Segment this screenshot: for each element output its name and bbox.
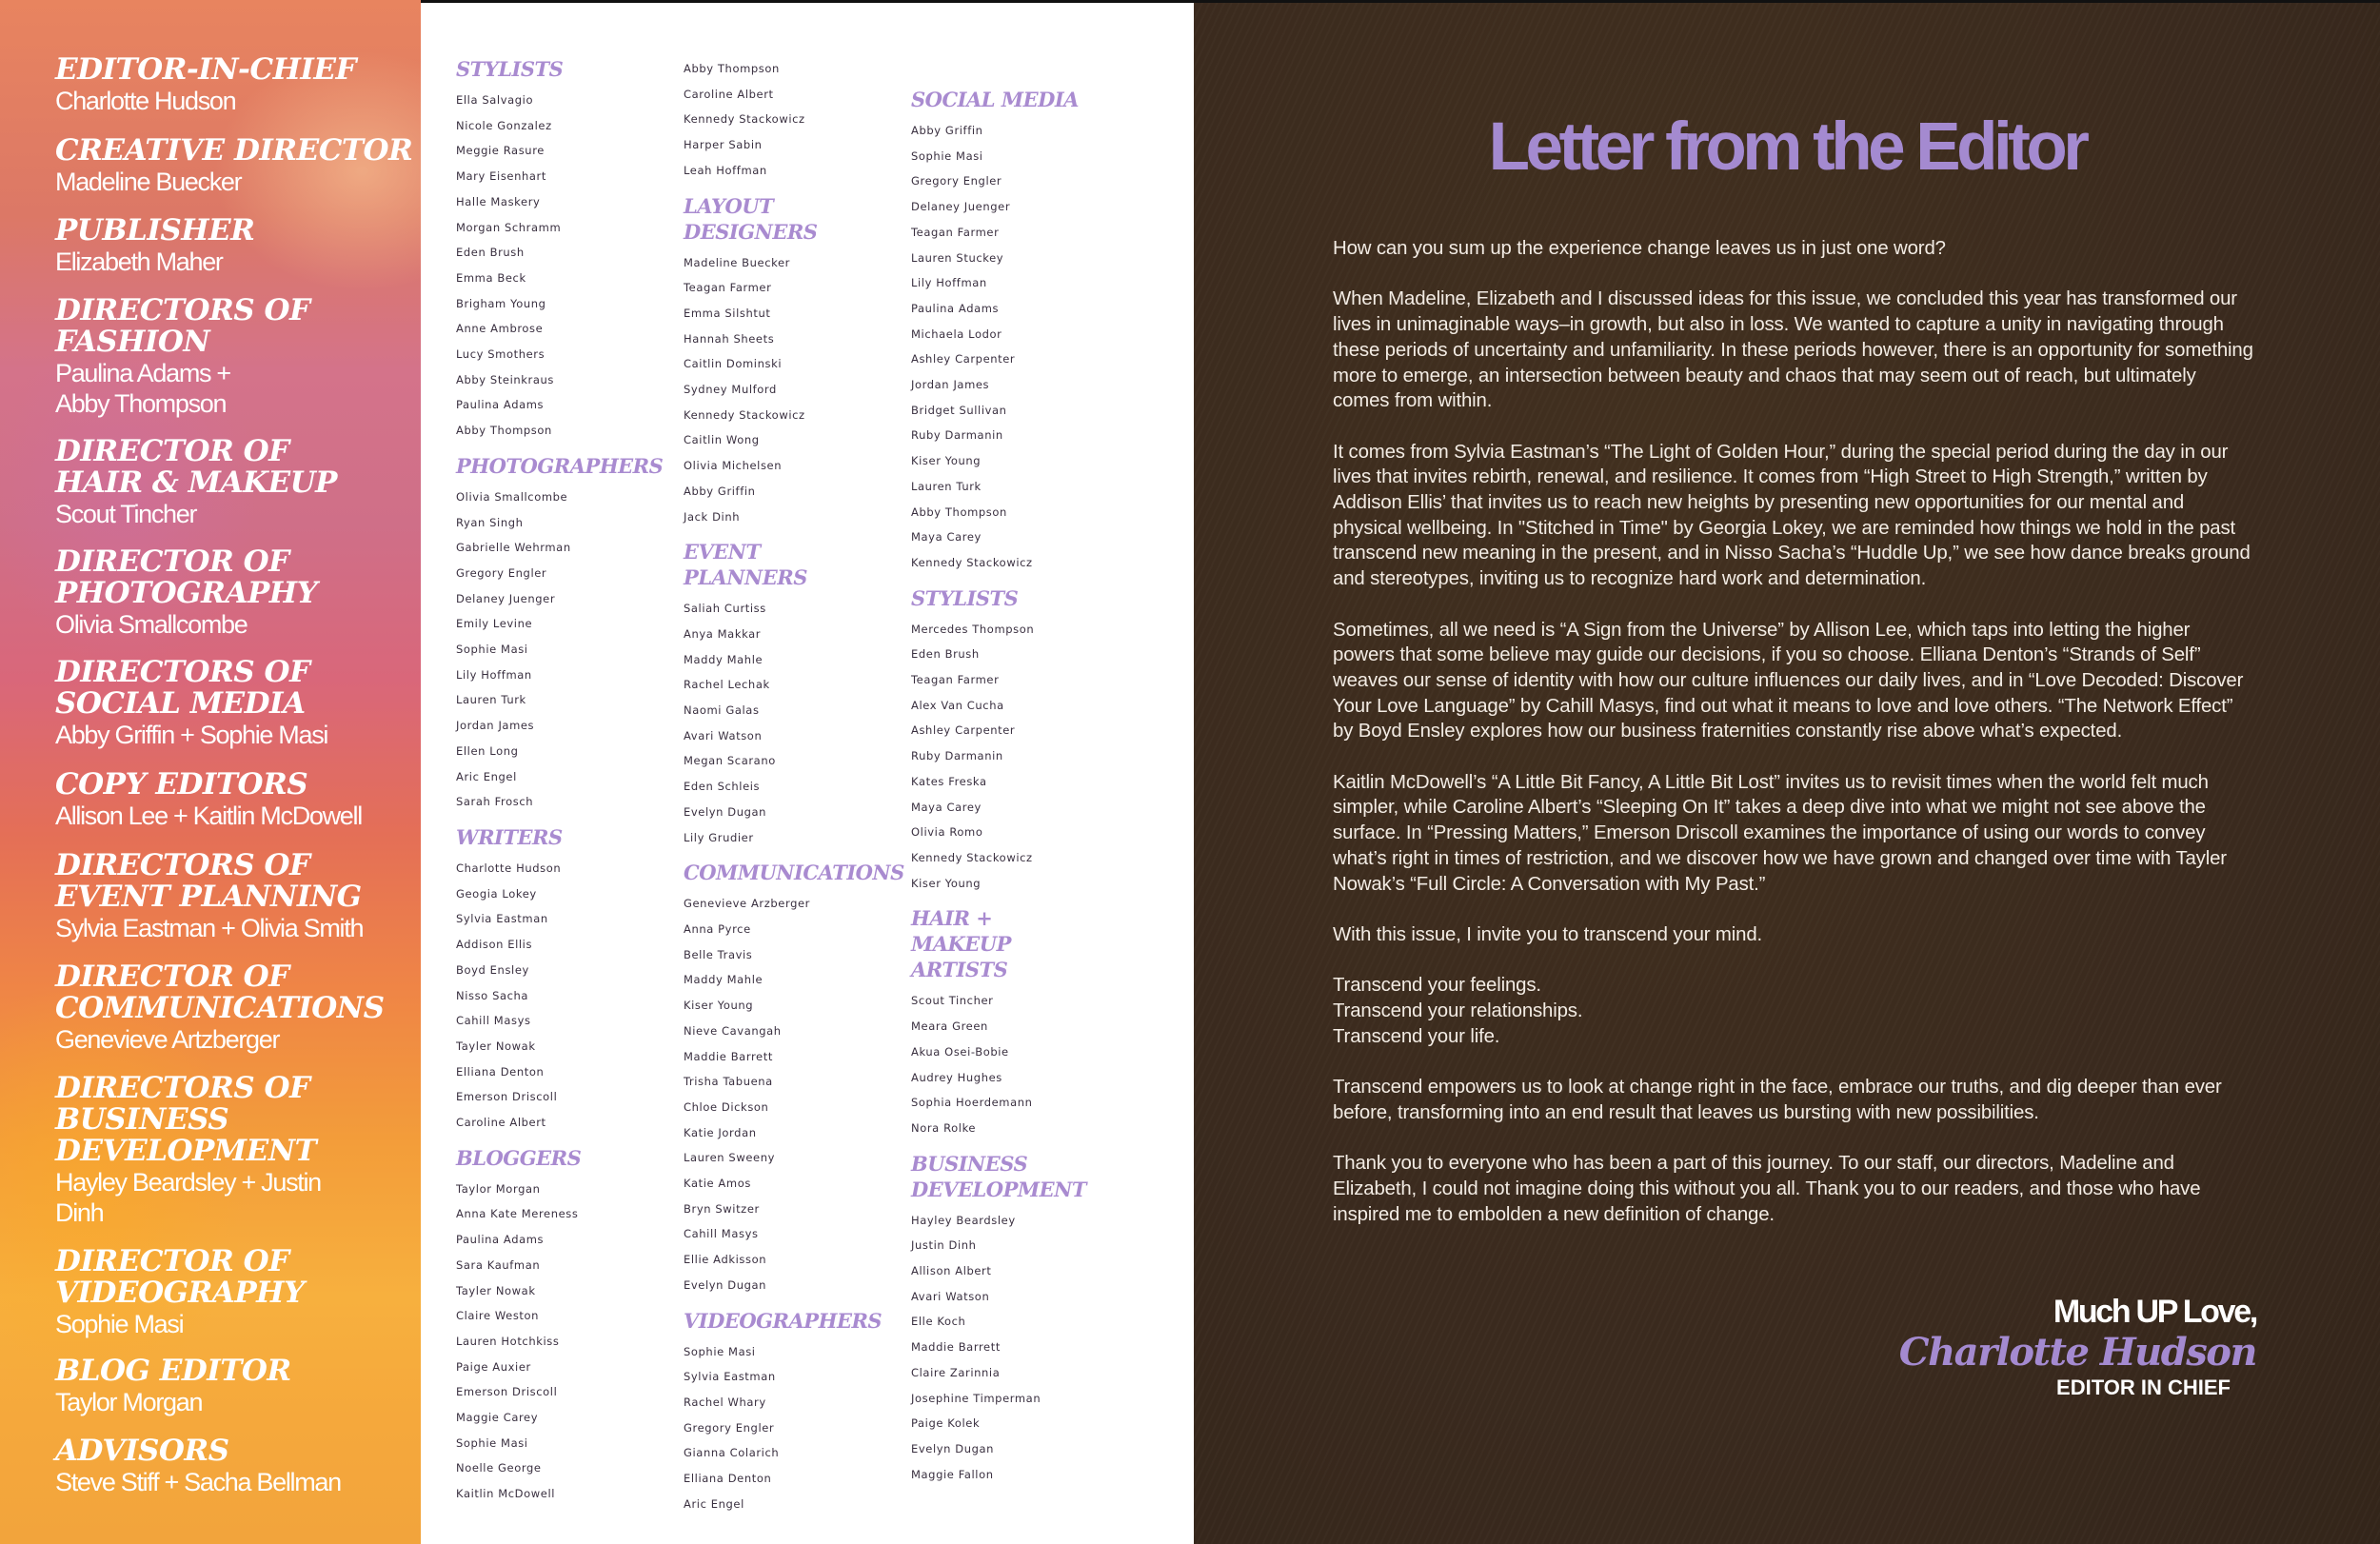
section-title: BLOGGERS xyxy=(456,1145,582,1170)
staff-member: Anna Pyrce xyxy=(684,921,751,936)
staff-member: Nisso Sacha xyxy=(456,988,529,1002)
staff-member: Emily Levine xyxy=(456,617,533,631)
role-title: PUBLISHER xyxy=(55,213,255,247)
staff-member: Akua Osei-Bobie xyxy=(911,1044,1009,1059)
role-name: Steve Stiff + Sacha Bellman xyxy=(55,1468,341,1496)
staff-member: Maya Carey xyxy=(911,530,982,544)
role-title: DIRECTOR OF PHOTOGRAPHY xyxy=(55,544,318,610)
staff-member: Lauren Stuckey xyxy=(911,250,1004,265)
staff-member: Audrey Hughes xyxy=(911,1070,1002,1084)
signoff-block xyxy=(1685,1293,2256,1401)
staff-member: Ashley Carpenter xyxy=(911,352,1016,366)
staff-member: Addison Ellis xyxy=(456,938,533,952)
staff-member: Maddy Mahle xyxy=(684,973,764,987)
staff-member: Nora Rolke xyxy=(911,1120,977,1135)
staff-member: Paulina Adams xyxy=(456,398,545,412)
staff-member: Lily Hoffman xyxy=(911,276,987,290)
staff-member: Maddy Mahle xyxy=(684,652,764,666)
staff-member: Avari Watson xyxy=(684,728,763,742)
masthead-role xyxy=(55,135,417,197)
staff-member: Sophie Masi xyxy=(456,1435,528,1450)
staff-member: Caroline Albert xyxy=(684,87,774,101)
staff-member: Maggie Fallon xyxy=(911,1467,994,1481)
section-title: EVENT PLANNERS xyxy=(684,540,807,590)
staff-member: Katie Jordan xyxy=(684,1125,757,1139)
staff-member: Gregory Engler xyxy=(911,174,1002,188)
staff-member: Scout Tincher xyxy=(911,994,994,1008)
staff-member: Lucy Smothers xyxy=(456,347,545,362)
section-title: SOCIAL MEDIA xyxy=(911,88,1079,111)
staff-member: Hayley Beardsley xyxy=(911,1213,1016,1227)
staff-member: Caitlin Dominski xyxy=(684,357,783,371)
staff-member: Gabrielle Wehrman xyxy=(456,541,571,555)
staff-member: Avari Watson xyxy=(911,1289,990,1303)
letter-paragraph: Sometimes, all we need is “A Sign from the Universe” by Allison Lee, which taps into letting the higher powers that some believe may guide our decisions, if you so choose. Elliana Denton’s “Strands of Self” weaves our sense of identity with how our culture influences our daily lives, and in “Love Decoded: Discover Your Love Language” by Cahill Masys, find out what it means to love and love others. “The Network Effect” by Boyd Ensley explores how our business fraternities constantly rise above what’s expected. xyxy=(1333,619,2244,742)
masthead-role xyxy=(55,1246,417,1339)
letter-title: Letter from the Editor xyxy=(1488,109,2086,185)
section-title: PHOTOGRAPHERS xyxy=(456,453,664,478)
staff-member: Maddie Barrett xyxy=(911,1340,1001,1355)
role-title: EDITOR-IN-CHIEF xyxy=(55,52,357,87)
staff-member: Abby Thompson xyxy=(911,505,1007,519)
staff-member: Meggie Rasure xyxy=(456,144,545,158)
staff-member: Jack Dinh xyxy=(684,509,741,524)
section-title: BUSINESS DEVELOPMENT xyxy=(911,1151,1086,1201)
staff-member: Lauren Turk xyxy=(911,479,982,493)
staff-member: Leah Hoffman xyxy=(684,163,767,177)
staff-member: Anna Kate Mereness xyxy=(456,1207,579,1221)
staff-member: Alex Van Cucha xyxy=(911,698,1004,712)
credit-section xyxy=(684,56,907,184)
credit-section xyxy=(911,87,1135,576)
staff-member: Katie Amos xyxy=(684,1177,751,1191)
role-name: Charlotte Hudson xyxy=(55,87,236,115)
staff-member: Claire Weston xyxy=(456,1309,540,1323)
role-title: DIRECTOR OF VIDEOGRAPHY xyxy=(55,1244,305,1310)
credit-section xyxy=(456,453,680,815)
staff-member: Sarah Frosch xyxy=(456,795,534,809)
staff-member: Jordan James xyxy=(911,378,990,392)
role-title: DIRECTOR OF HAIR & MAKEUP xyxy=(55,434,337,500)
section-title: COMMUNICATIONS xyxy=(684,861,904,885)
staff-member: Ryan Singh xyxy=(456,515,524,529)
staff-member: Abby Griffin xyxy=(911,124,983,137)
staff-member: Sydney Mulford xyxy=(684,383,777,397)
staff-member: Naomi Galas xyxy=(684,703,760,718)
role-name: Abby Griffin + Sophie Masi xyxy=(55,721,328,749)
role-title: DIRECTORS OF EVENT PLANNING xyxy=(55,848,362,914)
staff-member: Genevieve Arzberger xyxy=(684,897,810,911)
staff-member: Lily Hoffman xyxy=(456,667,532,682)
staff-member: Abby Steinkraus xyxy=(456,372,555,386)
role-name: Sylvia Eastman + Olivia Smith xyxy=(55,914,364,942)
staff-member: Madeline Buecker xyxy=(684,255,790,269)
staff-member: Olivia Michelsen xyxy=(684,459,783,473)
credit-section xyxy=(684,860,907,1297)
credit-section xyxy=(684,1308,907,1517)
letter-paragraph: How can you sum up the experience change leaves us in just one word? xyxy=(1333,238,1946,259)
role-title: ADVISORS xyxy=(55,1434,229,1468)
staff-member: Rachel Whary xyxy=(684,1395,766,1409)
section-title: STYLISTS xyxy=(911,585,1019,610)
staff-member: Hannah Sheets xyxy=(684,331,775,346)
staff-member: Bryn Switzer xyxy=(684,1201,760,1216)
staff-member: Kaitlin McDowell xyxy=(456,1487,556,1501)
staff-member: Teagan Farmer xyxy=(911,673,1000,687)
signature-role: EDITOR IN CHIEF xyxy=(2056,1376,2231,1399)
staff-member: Kiser Young xyxy=(684,999,754,1013)
staff-member: Noelle George xyxy=(456,1461,542,1475)
staff-member: Sylvia Eastman xyxy=(456,912,548,926)
masthead-role xyxy=(55,436,417,529)
masthead-role xyxy=(55,54,417,116)
letter-paragraph: Transcend your feelings. Transcend your relationships. Transcend your life. xyxy=(1333,975,1583,1047)
staff-member: Sophie Masi xyxy=(911,148,983,163)
staff-member: Nieve Cavangah xyxy=(684,1023,782,1038)
masthead-role xyxy=(55,1356,417,1417)
staff-member: Cahill Masys xyxy=(456,1014,531,1028)
credit-section xyxy=(684,193,907,530)
staff-member: Aric Engel xyxy=(456,769,517,783)
staff-member: Evelyn Dugan xyxy=(684,1277,767,1292)
section-title: VIDEOGRAPHERS xyxy=(684,1308,883,1333)
masthead-role xyxy=(55,961,417,1055)
letter-paragraph: It comes from Sylvia Eastman’s “The Light of Golden Hour,” during the special period during the day in our lives that invites rebirth, renewal, and resilience. It comes from “High Street to High Strength,” written by Addison Ellis’ that invites us to reach new heights by presenting new opportunities for our mental and physical wellbeing. In "Stitched in Time" by Georgia Lokey, we are reminded how things we hold in the past transcend new meaning in the present, and in Nisso Sacha’s “Huddle Up,” we see how dance breaks ground and stereotypes, inviting us to recognize hard work and determination. xyxy=(1333,441,2251,590)
staff-member: Ella Salvagio xyxy=(456,93,534,107)
role-name: Sophie Masi xyxy=(55,1310,184,1338)
staff-member: Sophia Hoerdemann xyxy=(911,1096,1033,1110)
staff-member: Lauren Turk xyxy=(456,693,526,707)
role-name: Elizabeth Maher xyxy=(55,247,223,276)
staff-member: Anya Makkar xyxy=(684,626,762,641)
credit-section xyxy=(684,539,907,850)
staff-member: Ellen Long xyxy=(456,743,519,758)
staff-member: Abby Griffin xyxy=(684,484,756,498)
staff-member: Kennedy Stackowicz xyxy=(684,407,805,422)
letter-paragraph: When Madeline, Elizabeth and I discussed ideas for this issue, we concluded this year has transformed our lives in unimaginable ways–in growth, but also in loss. We wanted to capture a unity in navigating through these periods of uncertainty and unfamiliarity. In these periods however, there is an opportunity for something more to emerge, an intersection between beauty and chaos that may seem out of reach, but ultimately comes from within. xyxy=(1333,288,2253,412)
masthead-role xyxy=(55,1073,417,1228)
masthead-role xyxy=(55,295,417,419)
staff-member: Abby Thompson xyxy=(456,424,552,438)
staff-member: Kiser Young xyxy=(911,876,982,890)
signoff-line: Much UP Love, xyxy=(2053,1294,2256,1330)
staff-member: Ellie Adkisson xyxy=(684,1253,767,1267)
section-title: STYLISTS xyxy=(456,57,564,81)
staff-member: Harper Sabin xyxy=(684,138,763,152)
staff-member: Anne Ambrose xyxy=(456,322,544,336)
staff-member: Ruby Darmanin xyxy=(911,428,1003,443)
staff-member: Sylvia Eastman xyxy=(684,1370,776,1384)
masthead-role xyxy=(55,850,417,943)
credits-column-3 xyxy=(911,87,1135,1496)
staff-member: Ashley Carpenter xyxy=(911,723,1016,738)
staff-member: Megan Scarano xyxy=(684,754,776,768)
staff-member: Kennedy Stackowicz xyxy=(911,555,1033,569)
masthead-role xyxy=(55,657,417,750)
staff-member: Belle Travis xyxy=(684,947,753,961)
credit-section xyxy=(456,1145,680,1507)
staff-member: Lily Grudier xyxy=(684,830,754,844)
role-title: BLOG EDITOR xyxy=(55,1354,291,1388)
masthead-panel xyxy=(0,0,421,1544)
staff-member: Paulina Adams xyxy=(456,1233,545,1247)
staff-member: Trisha Tabuena xyxy=(684,1075,773,1089)
staff-member: Morgan Schramm xyxy=(456,220,562,234)
role-title: COPY EDITORS xyxy=(55,767,308,802)
credit-section xyxy=(911,1151,1135,1488)
staff-member: Cahill Masys xyxy=(684,1227,759,1241)
staff-member: Halle Maskery xyxy=(456,194,541,208)
staff-member: Jordan James xyxy=(456,719,535,733)
staff-member: Gregory Engler xyxy=(456,565,547,580)
section-title: WRITERS xyxy=(456,824,563,849)
letter-paragraph: With this issue, I invite you to transcend your mind. xyxy=(1333,923,1763,945)
staff-member: Evelyn Dugan xyxy=(684,804,767,819)
role-name: Allison Lee + Kaitlin McDowell xyxy=(55,802,362,830)
staff-member: Evelyn Dugan xyxy=(911,1441,995,1455)
staff-member: Boyd Ensley xyxy=(456,962,529,977)
staff-member: Elle Koch xyxy=(911,1315,966,1329)
staff-member: Mary Eisenhart xyxy=(456,169,546,184)
role-name: Paulina Adams + Abby Thompson xyxy=(55,359,230,418)
staff-member: Emerson Driscoll xyxy=(456,1385,558,1399)
staff-member: Eden Brush xyxy=(456,246,525,260)
staff-member: Delaney Juenger xyxy=(911,200,1011,214)
role-title: DIRECTORS OF SOCIAL MEDIA xyxy=(55,655,310,721)
role-name: Taylor Morgan xyxy=(55,1388,203,1416)
staff-member: Caitlin Wong xyxy=(684,433,760,447)
staff-member: Charlotte Hudson xyxy=(456,861,562,875)
staff-member: Kates Freska xyxy=(911,774,987,788)
staff-member: Josephine Timperman xyxy=(911,1391,1041,1405)
staff-member: Rachel Lechak xyxy=(684,678,770,692)
letter-panel xyxy=(1194,0,2380,1544)
staff-member: Teagan Farmer xyxy=(684,281,772,295)
staff-member: Olivia Romo xyxy=(911,825,983,840)
staff-member: Maya Carey xyxy=(911,800,982,814)
credit-section xyxy=(456,56,680,444)
staff-member: Justin Dinh xyxy=(911,1238,977,1253)
role-title: CREATIVE DIRECTOR xyxy=(55,133,413,168)
staff-member: Emma Silshtut xyxy=(684,306,771,320)
staff-member: Lauren Sweeny xyxy=(684,1151,775,1165)
staff-member: Meara Green xyxy=(911,1019,988,1034)
staff-member: Bridget Sullivan xyxy=(911,403,1007,417)
signature-name: Charlotte Hudson xyxy=(1898,1330,2256,1375)
masthead-role xyxy=(55,546,417,640)
masthead-role xyxy=(55,769,417,831)
staff-member: Brigham Young xyxy=(456,296,546,310)
staff-member: Aric Engel xyxy=(684,1496,744,1511)
staff-member: Eden Schleis xyxy=(684,780,761,794)
staff-member: Gregory Engler xyxy=(684,1420,775,1435)
credit-section xyxy=(456,824,680,1136)
staff-member: Kennedy Stackowicz xyxy=(911,850,1033,864)
staff-member: Chloe Dickson xyxy=(684,1099,769,1114)
staff-member: Tayler Nowak xyxy=(456,1039,536,1053)
staff-member: Tayler Nowak xyxy=(456,1283,536,1297)
role-title: DIRECTORS OF BUSINESS DEVELOPMENT xyxy=(55,1071,317,1168)
role-title: DIRECTOR OF COMMUNICATIONS xyxy=(55,960,385,1025)
credit-section xyxy=(911,585,1135,897)
staff-member: Sophie Masi xyxy=(684,1344,756,1358)
staff-credits-panel xyxy=(421,0,1194,1544)
credits-column-1 xyxy=(456,56,680,1516)
staff-member: Olivia Smallcombe xyxy=(456,489,568,504)
letter-paragraph: Thank you to everyone who has been a part of this journey. To our staff, our directors, Madeline and Elizabeth, I could not imagine doing this without you all. Thank you to our readers, and those who have inspired me to embolden a new definition of change. xyxy=(1333,1153,2201,1225)
staff-member: Maggie Carey xyxy=(456,1411,539,1425)
role-name: Scout Tincher xyxy=(55,500,197,528)
staff-member: Ruby Darmanin xyxy=(911,749,1003,763)
letter-paragraph: Transcend empowers us to look at change right in the face, embrace our truths, and dig deeper than ever before, transforming into an end result that leaves us bursting with new possibilities. xyxy=(1333,1077,2222,1123)
staff-member: Michaela Lodor xyxy=(911,327,1002,341)
staff-member: Saliah Curtiss xyxy=(684,602,766,616)
staff-member: Gianna Colarich xyxy=(684,1446,780,1460)
staff-member: Geogia Lokey xyxy=(456,886,537,901)
role-name: Olivia Smallcombe xyxy=(55,610,248,639)
staff-member: Emerson Driscoll xyxy=(456,1090,558,1104)
section-title: HAIR + MAKEUP ARTISTS xyxy=(911,906,1011,982)
staff-member: Eden Brush xyxy=(911,647,980,662)
letter-paragraph: Kaitlin McDowell’s “A Little Bit Fancy, A Little Bit Lost” invites us to revisit times when the world felt much simpler, while Caroline Albert’s “Sleeping On It” takes a deep dive into what we might not see above the surface. In “Pressing Matters,” Emerson Driscoll examines the importance of using our words to convey what’s right in times of restriction, and we discover how we have grown and changed over time with Tayler Nowak’s “Full Circle: A Conversation with My Past.” xyxy=(1333,771,2227,895)
staff-member: Nicole Gonzalez xyxy=(456,118,552,132)
staff-member: Paige Kolek xyxy=(911,1416,981,1431)
role-name: Hayley Beardsley + Justin Dinh xyxy=(55,1168,321,1227)
staff-member: Delaney Juenger xyxy=(456,591,556,605)
staff-member: Elliana Denton xyxy=(684,1472,772,1486)
masthead-role xyxy=(55,1435,417,1497)
credit-section xyxy=(911,905,1135,1140)
role-title: DIRECTORS OF FASHION xyxy=(55,293,310,359)
staff-member: Caroline Albert xyxy=(456,1116,546,1130)
staff-member: Sara Kaufman xyxy=(456,1257,541,1272)
staff-member: Sophie Masi xyxy=(456,643,528,657)
role-name: Genevieve Artzberger xyxy=(55,1025,280,1054)
staff-member: Maddie Barrett xyxy=(684,1049,773,1063)
staff-member: Emma Beck xyxy=(456,270,526,285)
staff-member: Kiser Young xyxy=(911,454,982,468)
staff-member: Kennedy Stackowicz xyxy=(684,112,805,127)
staff-member: Teagan Farmer xyxy=(911,225,1000,239)
staff-member: Abby Thompson xyxy=(684,62,780,75)
credits-column-2 xyxy=(684,56,907,1526)
staff-member: Elliana Denton xyxy=(456,1064,545,1079)
role-name: Madeline Buecker xyxy=(55,168,242,196)
staff-member: Mercedes Thompson xyxy=(911,622,1035,636)
section-title: LAYOUT DESIGNERS xyxy=(684,193,818,244)
staff-member: Lauren Hotchkiss xyxy=(456,1334,560,1348)
staff-member: Taylor Morgan xyxy=(456,1181,541,1196)
masthead-role xyxy=(55,215,417,277)
staff-member: Claire Zarinnia xyxy=(911,1365,1001,1379)
letter-body xyxy=(1333,236,2256,1253)
staff-member: Paige Auxier xyxy=(456,1359,531,1374)
staff-member: Paulina Adams xyxy=(911,301,1000,315)
staff-member: Allison Albert xyxy=(911,1264,992,1278)
